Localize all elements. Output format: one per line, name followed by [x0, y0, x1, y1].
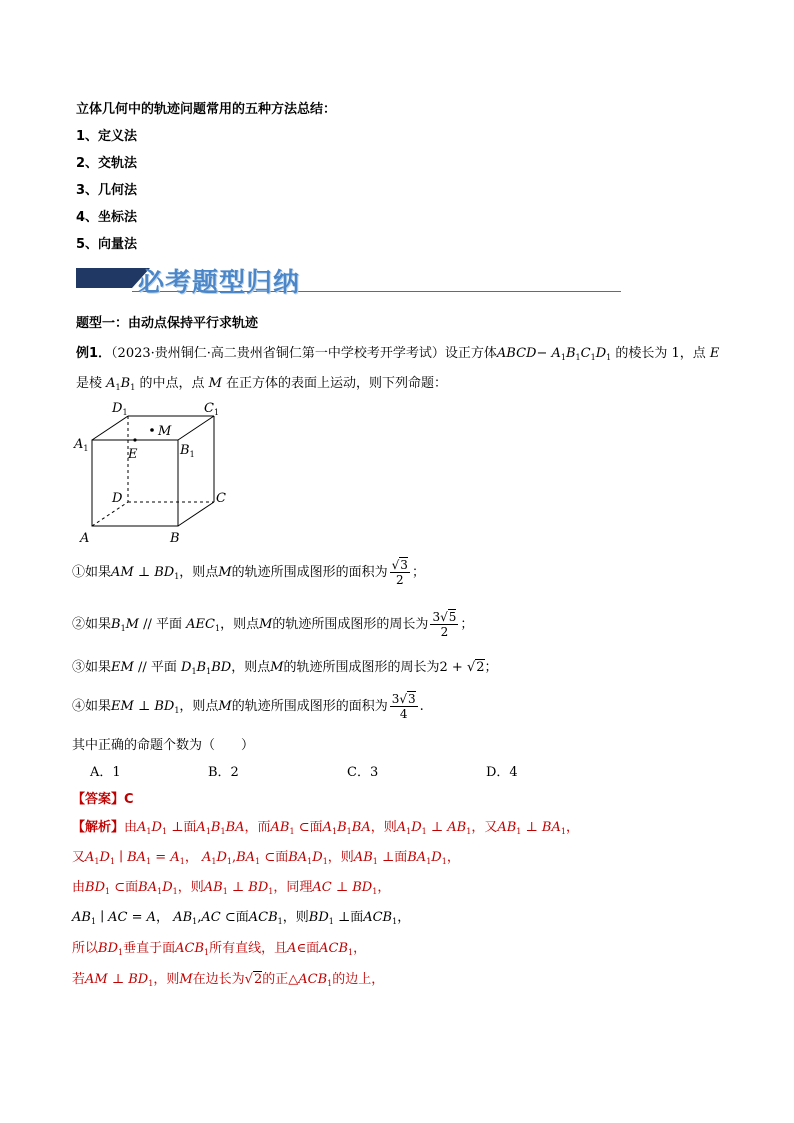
method-item: 5、向量法	[76, 237, 138, 252]
method-item: 3、几何法	[76, 183, 138, 198]
cube-figure	[72, 396, 242, 548]
analysis-line-6: 若AM ⊥ $BD_1$，则M在边长为√2的正$\triangle ACB_1$的边上，	[72, 972, 385, 988]
option-1: ①如果AM ⊥ $BD_1$，则点M的轨迹所围成图形的面积为 $\frac{√3}{2}$ ；	[72, 558, 425, 587]
label-c1: $C_1$	[204, 401, 220, 417]
example-text: 的中点，点	[139, 376, 205, 391]
section-title: 题型一：由动点保持平行求轨迹	[76, 316, 259, 331]
choice-c: C．3	[347, 765, 379, 780]
analysis-line-2: 又$A_1D_1$ ∣ $BA_1 = A_1$， $A_1D_1,BA_1$ ⊂面$BA_1D_1$，则$AB_1$ ⊥面$BA_1D_1$，	[72, 850, 460, 866]
method-item: 2、交轨法	[76, 156, 138, 171]
point-e	[133, 438, 136, 441]
analysis-label: 【解析】	[72, 820, 125, 835]
method-item: 4、坐标法	[76, 210, 138, 225]
label-d: D	[112, 491, 123, 506]
example-text: 在正方体的表面上运动，则下列命题：	[226, 376, 448, 391]
label-m: M	[158, 424, 172, 439]
banner-title: 必考题型归纳	[138, 268, 301, 298]
choice-a: A．1	[90, 765, 121, 780]
label-a1: $A_1$	[74, 437, 89, 453]
label-a: A	[80, 531, 90, 546]
answer-value: C	[124, 792, 134, 807]
banner-bar	[76, 268, 132, 288]
label-c: C	[216, 491, 226, 506]
point-m	[150, 428, 154, 432]
choice-d: D．4	[486, 765, 518, 780]
label-b: B	[170, 531, 180, 546]
question-text: 其中正确的命题个数为（ ）	[72, 738, 255, 753]
analysis-line-3: 由$BD_1$ ⊂面$BA_1D_1$，则$AB_1$ ⊥ $BD_1$，同理AC ⊥ $BD_1$，	[72, 880, 391, 896]
cube-hidden-edge	[92, 502, 128, 526]
label-b1: $B_1$	[180, 443, 195, 459]
analysis-line-5: 所以$BD_1$垂直于面$ACB_1$所有直线，且A∈面$ACB_1$，	[72, 941, 367, 957]
intro-heading: 立体几何中的轨迹问题常用的五种方法总结：	[76, 102, 337, 117]
cube-edge	[92, 416, 128, 440]
choice-b: B．2	[208, 765, 239, 780]
label-e: E	[128, 447, 138, 462]
answer-label: 【答案】	[72, 792, 125, 807]
label-d1: $D_1$	[112, 401, 128, 417]
option-3: ③如果EM // 平面 $D_1B_1BD$，则点M的轨迹所围成图形的周长为2 + √2；	[72, 660, 498, 676]
example-text: 的棱长为 1，点	[615, 346, 706, 361]
analysis-line-1: 【解析】由$A_1D_1$ ⊥面$A_1B_1BA$，而$AB_1$ ⊂面$A_1B_1BA$，则$A_1D_1$ ⊥ $AB_1$，又$AB_1$ ⊥ $BA_1$，	[72, 820, 579, 836]
cube-edge	[178, 502, 214, 526]
cube-edge	[178, 416, 214, 440]
example-line-2: 是棱 $A_1B_1$ 的中点，点 M 在正方体的表面上运动，则下列命题：	[76, 376, 448, 392]
example-text: 是棱	[76, 376, 103, 391]
example-source: （2023·贵州铜仁·高二贵州省铜仁第一中学校考开学考试）设正方体	[111, 346, 497, 361]
option-4: ④如果EM ⊥ $BD_1$，则点M的轨迹所围成图形的面积为 $\frac{3√3}{4}$ .	[72, 692, 424, 721]
section-banner	[76, 262, 621, 298]
analysis-line-4: $AB_1$ ∣ AC = A， $AB_1,AC$ ⊂面$ACB_1$，则$BD_1$ ⊥面$ACB_1$，	[72, 910, 411, 926]
example-label: 例1．	[76, 346, 112, 361]
example-line-1: 例1．（2023·贵州铜仁·高二贵州省铜仁第一中学校考开学考试）设正方体ABCD− $A_1B_1C_1D_1$ 的棱长为 1，点 E	[76, 346, 720, 362]
method-item: 1、定义法	[76, 129, 138, 144]
option-2: ②如果$B_1M$ // 平面 $AEC_1$，则点M的轨迹所围成图形的周长为 $\frac{3√5}{2}$ ；	[72, 610, 474, 639]
answer-line	[72, 788, 134, 807]
